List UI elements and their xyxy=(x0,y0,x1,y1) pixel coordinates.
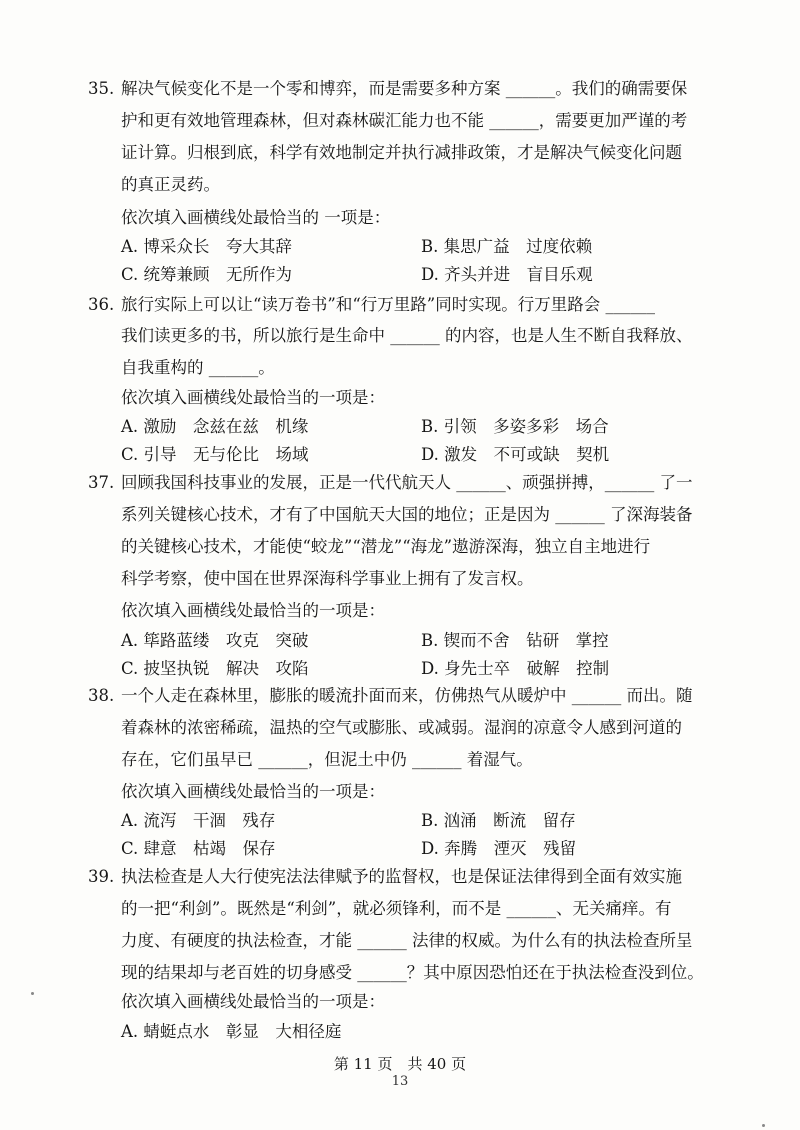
question-instruction: 依次填入画横线处最恰当的一项是： xyxy=(121,601,385,620)
option-a[interactable]: A. 流泻 干涸 残存 xyxy=(121,811,276,830)
question-text-line: 现的结果却与老百姓的切身感受 ______？其中原因恐怕还在于执法检查没到位。 xyxy=(121,963,704,982)
question-text-line: 回顾我国科技事业的发展，正是一代代航天人 ______、顽强拼搏，______ 了一 xyxy=(121,473,693,492)
option-a[interactable]: A. 激励 念兹在兹 机缘 xyxy=(121,417,309,436)
option-b[interactable]: B. 锲而不舍 钻研 掌控 xyxy=(421,631,609,650)
question-number: 37. xyxy=(88,473,115,492)
option-c[interactable]: C. 披坚执锐 解决 攻陷 xyxy=(121,659,309,678)
question-text-line: 我们读更多的书，所以旅行是生命中 ______ 的内容，也是人生不断自我释放、 xyxy=(121,326,693,345)
scan-speck xyxy=(31,992,34,995)
option-c[interactable]: C. 肆意 枯竭 保存 xyxy=(121,839,276,858)
option-c[interactable]: C. 统筹兼顾 无所作为 xyxy=(121,265,293,284)
question-number: 35. xyxy=(88,79,115,98)
option-b[interactable]: B. 汹涌 断流 留存 xyxy=(421,811,576,830)
question-text-line: 执法检查是人大行使宪法法律赋予的监督权，也是保证法律得到全面有效实施 xyxy=(121,867,682,886)
question-text-line: 着森林的浓密稀疏，温热的空气或膨胀、或减弱。湿润的凉意令人感到河道的 xyxy=(121,718,682,737)
question-number: 36. xyxy=(88,295,115,314)
question-text-line: 的关键核心技术，才能使“蛟龙”“潜龙”“海龙”遨游深海，独立自主地进行 xyxy=(121,537,651,556)
option-b[interactable]: B. 引领 多姿多彩 场合 xyxy=(421,417,609,436)
question-instruction: 依次填入画横线处最恰当的一项是： xyxy=(121,782,385,801)
question-instruction: 依次填入画横线处最恰当的一项是： xyxy=(121,388,385,407)
option-d[interactable]: D. 齐头并进 盲目乐观 xyxy=(421,265,593,284)
question-text-line: 护和更有效地管理森林，但对森林碳汇能力也不能 ______，需要更加严谨的考 xyxy=(121,111,688,130)
option-c[interactable]: C. 引导 无与伦比 场域 xyxy=(121,445,309,464)
question-text-line: 的真正灵药。 xyxy=(121,175,220,194)
question-text-line: 系列关键核心技术，才有了中国航天大国的地位；正是因为 ______ 了深海装备 xyxy=(121,505,693,524)
page-indicator: 第 11 页 共 40 页 xyxy=(333,1055,467,1073)
option-d[interactable]: D. 激发 不可或缺 契机 xyxy=(421,445,610,464)
question-text-line: 自我重构的 ______。 xyxy=(121,358,275,377)
question-text-line: 的一把“利剑”。既然是“利剑”，就必须锋利，而不是 ______、无关痛痒。有 xyxy=(121,899,672,918)
question-text-line: 存在，它们虽早已 ______，但泥土中仍 ______ 着湿气。 xyxy=(121,750,533,769)
question-instruction: 依次填入画横线处最恰当的一项是： xyxy=(121,992,385,1011)
question-text-line: 解决气候变化不是一个零和博弈，而是需要多种方案 ______。我们的确需要保 xyxy=(121,79,688,98)
option-a[interactable]: A. 筚路蓝缕 攻克 突破 xyxy=(121,631,309,650)
question-number: 39. xyxy=(88,867,115,886)
option-d[interactable]: D. 身先士卒 破解 控制 xyxy=(421,659,610,678)
option-b[interactable]: B. 集思广益 过度依赖 xyxy=(421,237,593,256)
question-text-line: 力度、有硬度的执法检查，才能 ______ 法律的权威。为什么有的执法检查所呈 xyxy=(121,931,693,950)
scan-page-number: 13 xyxy=(391,1074,409,1089)
question-text-line: 科学考察，使中国在世界深海科学事业上拥有了发言权。 xyxy=(121,569,534,588)
option-a[interactable]: A. 蜻蜓点水 彰显 大相径庭 xyxy=(121,1022,342,1041)
question-text-line: 一个人走在森林里，膨胀的暖流扑面而来，仿佛热气从暖炉中 ______ 而出。随 xyxy=(121,686,693,705)
scan-speck xyxy=(762,1124,765,1127)
question-text-line: 旅行实际上可以让“读万卷书”和“行万里路”同时实现。行万里路会 ______ xyxy=(121,295,655,314)
question-instruction: 依次填入画横线处最恰当的 一项是： xyxy=(121,208,391,227)
option-a[interactable]: A. 博采众长 夸大其辞 xyxy=(121,237,292,256)
question-text-line: 证计算。归根到底，科学有效地制定并执行减排政策，才是解决气候变化问题 xyxy=(121,143,682,162)
option-d[interactable]: D. 奔腾 湮灭 残留 xyxy=(421,839,577,858)
question-number: 38. xyxy=(88,686,115,705)
